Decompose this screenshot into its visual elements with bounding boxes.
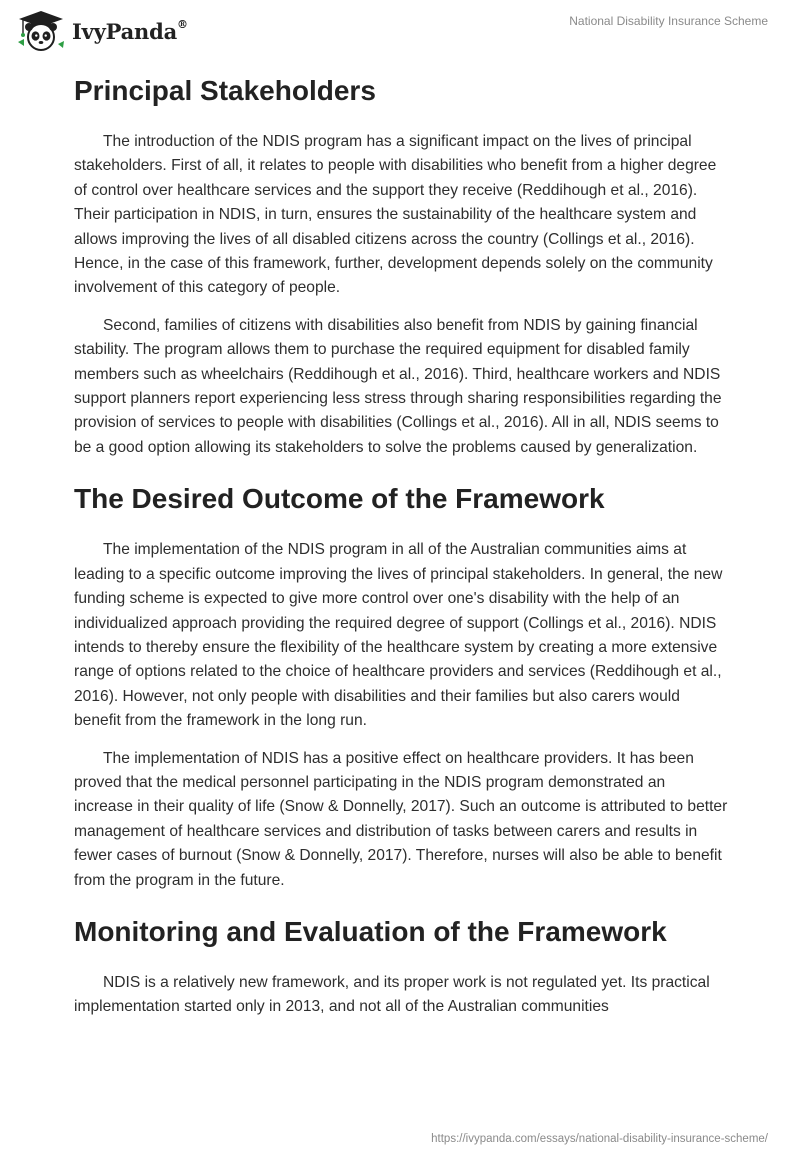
brand-name: IvyPanda® — [72, 17, 188, 44]
article-body — [74, 72, 728, 1020]
document-title: National Disability Insurance Scheme — [569, 14, 768, 28]
page-header — [0, 0, 800, 60]
brand-logo[interactable] — [14, 8, 188, 52]
panda-graduate-icon — [14, 8, 68, 52]
paragraph: Second, families of citizens with disabilities also benefit from NDIS by gaining financial stability. The program allows them to purchase the required equipment for disabled family members such as wheelchairs (Reddihough et al., 2016). Third, healthcare workers and NDIS support planners report experiencing less stress through sharing responsibilities regarding the provision of services to people with disabilities (Collings et al., 2016). All in all, NDIS seems to be a good option allowing its stakeholders to solve the problems caused by generalization. — [74, 316, 722, 456]
source-url[interactable]: https://ivypanda.com/essays/national-disability-insurance-scheme/ — [431, 1133, 768, 1145]
paragraph: The implementation of the NDIS program in all of the Australian communities aims at leading to a specific outcome improving the lives of principal stakeholders. In general, the new funding scheme is expected to give more control over one's disability with the help of an individualized approach providing the required degree of support (Collings et al., 2016). NDIS intends to thereby ensure the flexibility of the healthcare system by creating a more extensive range of options related to the choice of healthcare providers and services (Reddihough et al., 2016). However, not only people with disabilities and their families but also carers would benefit from the framework in the long run. — [74, 541, 723, 730]
section-heading: Principal Stakeholders — [74, 75, 376, 106]
section-heading: Monitoring and Evaluation of the Framework — [74, 915, 667, 947]
section-heading: The Desired Outcome of the Framework — [74, 483, 605, 515]
paragraph: The implementation of NDIS has a positive effect on healthcare providers. It has been proved that the medical personnel participating in the NDIS program demonstrated an increase in their quality of life (Snow & Donnelly, 2017). Such an outcome is attributed to better management of healthcare services and distribution of tasks between carers and results in fewer cases of burnout (Snow & Donnelly, 2017). Therefore, nurses will also be able to benefit from the program in the future. — [74, 749, 728, 889]
paragraph: The introduction of the NDIS program has a significant impact on the lives of principal stakeholders. First of all, it relates to people with disabilities who benefit from a higher degree of control over healthcare services and the support they receive (Reddihough et al., 2016). Their participation in NDIS, in turn, ensures the sustainability of the healthcare system and allows improving the lives of all disabled citizens across the country (Collings et al., 2016). Hence, in the case of this framework, further, development depends solely on the community involvement of this category of people. — [74, 133, 717, 297]
paragraph: NDIS is a relatively new framework, and its proper work is not regulated yet. Its practical implementation started only in 2013, and not all of the Australian communities — [74, 973, 710, 1016]
